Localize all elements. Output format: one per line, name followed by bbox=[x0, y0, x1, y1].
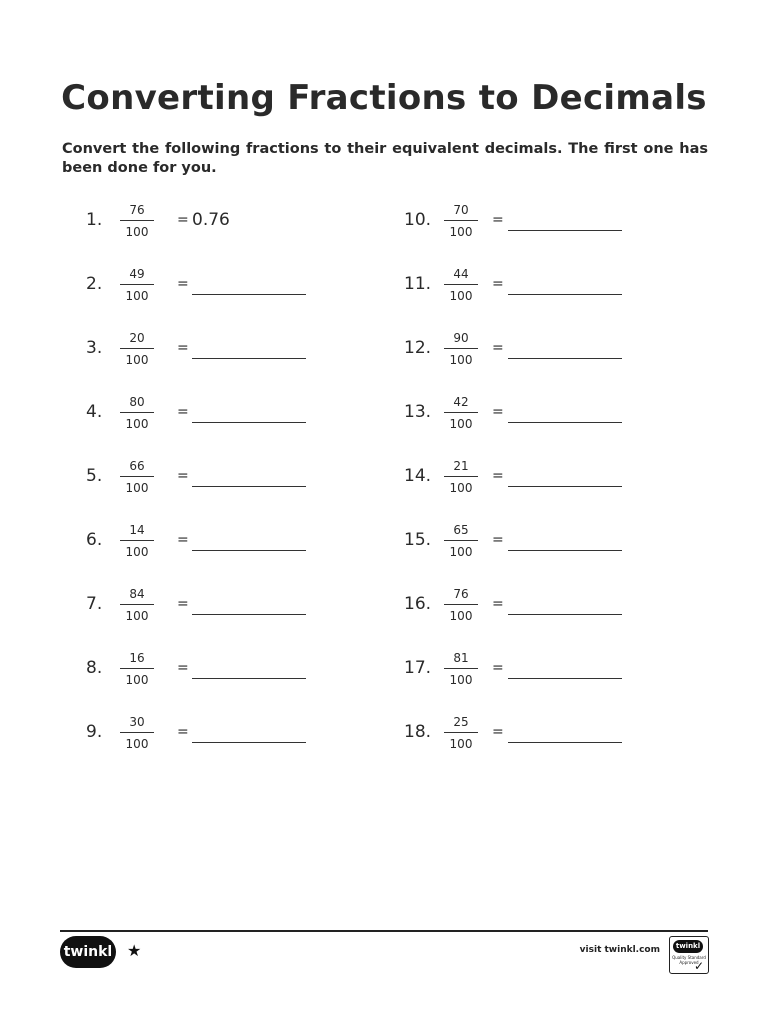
question-number: 18. bbox=[404, 722, 432, 742]
footer-divider bbox=[60, 930, 708, 932]
fraction-numerator: 80 bbox=[129, 395, 145, 409]
fraction-bar bbox=[444, 540, 478, 541]
fraction bbox=[122, 458, 152, 496]
equals-sign: = bbox=[177, 340, 189, 356]
twinkl-logo[interactable]: twinkl bbox=[60, 936, 116, 968]
question-number: 17. bbox=[404, 658, 432, 678]
question-number: 11. bbox=[404, 274, 432, 294]
equals-sign: = bbox=[492, 724, 504, 740]
fraction bbox=[446, 202, 476, 240]
question-row bbox=[404, 456, 704, 520]
fraction-numerator: 16 bbox=[129, 651, 145, 665]
fraction-bar bbox=[120, 348, 154, 349]
fraction-bar bbox=[444, 220, 478, 221]
fraction-bar bbox=[120, 540, 154, 541]
fraction-bar bbox=[444, 604, 478, 605]
fraction-numerator: 20 bbox=[129, 331, 145, 345]
question-row bbox=[404, 584, 704, 648]
equals-sign: = bbox=[177, 212, 189, 228]
fraction-denominator: 100 bbox=[125, 673, 149, 687]
fraction-bar bbox=[120, 220, 154, 221]
answer-blank[interactable] bbox=[192, 550, 306, 551]
fraction bbox=[446, 266, 476, 304]
equals-sign: = bbox=[177, 404, 189, 420]
fraction-bar bbox=[120, 604, 154, 605]
answer-blank[interactable] bbox=[508, 678, 622, 679]
fraction-bar bbox=[444, 348, 478, 349]
fraction-denominator: 100 bbox=[125, 417, 149, 431]
answer-blank[interactable] bbox=[192, 294, 306, 295]
equals-sign: = bbox=[492, 404, 504, 420]
fraction bbox=[446, 650, 476, 688]
fraction-denominator: 100 bbox=[125, 289, 149, 303]
equals-sign: = bbox=[177, 660, 189, 676]
equals-sign: = bbox=[177, 532, 189, 548]
fraction-denominator: 100 bbox=[125, 545, 149, 559]
question-row bbox=[86, 648, 386, 712]
question-row bbox=[86, 392, 386, 456]
question-row bbox=[86, 200, 386, 264]
fraction-denominator: 100 bbox=[449, 417, 473, 431]
equals-sign: = bbox=[177, 724, 189, 740]
fraction-denominator: 100 bbox=[449, 737, 473, 751]
question-number: 5. bbox=[86, 466, 103, 486]
fraction-bar bbox=[444, 476, 478, 477]
answer-blank[interactable] bbox=[508, 614, 622, 615]
fraction bbox=[122, 330, 152, 368]
visit-link[interactable]: visit twinkl.com bbox=[579, 945, 660, 955]
fraction-numerator: 21 bbox=[453, 459, 469, 473]
answer-blank[interactable] bbox=[508, 550, 622, 551]
equals-sign: = bbox=[492, 468, 504, 484]
fraction-numerator: 76 bbox=[453, 587, 469, 601]
question-row bbox=[404, 264, 704, 328]
answer-blank[interactable] bbox=[508, 294, 622, 295]
fraction-denominator: 100 bbox=[449, 225, 473, 239]
answer-blank[interactable] bbox=[192, 358, 306, 359]
fraction-denominator: 100 bbox=[449, 609, 473, 623]
question-number: 3. bbox=[86, 338, 103, 358]
fraction-numerator: 76 bbox=[129, 203, 145, 217]
fraction-numerator: 42 bbox=[453, 395, 469, 409]
equals-sign: = bbox=[177, 468, 189, 484]
fraction-numerator: 70 bbox=[453, 203, 469, 217]
fraction-denominator: 100 bbox=[449, 289, 473, 303]
question-row bbox=[86, 456, 386, 520]
question-row bbox=[86, 712, 386, 776]
questions-right-column bbox=[404, 200, 704, 776]
question-number: 9. bbox=[86, 722, 103, 742]
star-icon: ★ bbox=[127, 941, 142, 960]
fraction bbox=[446, 714, 476, 752]
question-number: 10. bbox=[404, 210, 432, 230]
fraction bbox=[122, 202, 152, 240]
answer-text: 0.76 bbox=[192, 210, 230, 230]
question-row bbox=[86, 520, 386, 584]
equals-sign: = bbox=[492, 340, 504, 356]
fraction-numerator: 30 bbox=[129, 715, 145, 729]
fraction-numerator: 65 bbox=[453, 523, 469, 537]
quality-badge bbox=[669, 936, 709, 974]
answer-blank[interactable] bbox=[192, 614, 306, 615]
question-row bbox=[404, 712, 704, 776]
fraction bbox=[122, 394, 152, 432]
fraction-bar bbox=[120, 668, 154, 669]
question-number: 16. bbox=[404, 594, 432, 614]
answer-blank[interactable] bbox=[192, 422, 306, 423]
fraction-numerator: 44 bbox=[453, 267, 469, 281]
question-number: 4. bbox=[86, 402, 103, 422]
fraction bbox=[122, 714, 152, 752]
fraction-numerator: 14 bbox=[129, 523, 145, 537]
fraction-bar bbox=[120, 732, 154, 733]
fraction-numerator: 90 bbox=[453, 331, 469, 345]
fraction-bar bbox=[444, 412, 478, 413]
question-row bbox=[404, 328, 704, 392]
question-number: 2. bbox=[86, 274, 103, 294]
fraction-numerator: 25 bbox=[453, 715, 469, 729]
question-number: 7. bbox=[86, 594, 103, 614]
question-row bbox=[404, 648, 704, 712]
page-title: Converting Fractions to Decimals bbox=[61, 78, 707, 118]
fraction-denominator: 100 bbox=[125, 225, 149, 239]
question-number: 15. bbox=[404, 530, 432, 550]
badge-logo: twinkl bbox=[673, 940, 703, 953]
question-row bbox=[404, 200, 704, 264]
fraction-bar bbox=[444, 668, 478, 669]
fraction bbox=[446, 330, 476, 368]
fraction-denominator: 100 bbox=[125, 609, 149, 623]
fraction-denominator: 100 bbox=[125, 737, 149, 751]
fraction bbox=[446, 394, 476, 432]
question-number: 14. bbox=[404, 466, 432, 486]
fraction-denominator: 100 bbox=[449, 545, 473, 559]
answer-blank[interactable] bbox=[192, 742, 306, 743]
fraction bbox=[446, 586, 476, 624]
equals-sign: = bbox=[492, 276, 504, 292]
fraction-denominator: 100 bbox=[125, 481, 149, 495]
check-icon: ✓ bbox=[694, 959, 705, 973]
questions-left-column bbox=[86, 200, 386, 776]
equals-sign: = bbox=[492, 532, 504, 548]
answer-blank[interactable] bbox=[192, 678, 306, 679]
answer-blank[interactable] bbox=[508, 486, 622, 487]
equals-sign: = bbox=[177, 596, 189, 612]
equals-sign: = bbox=[177, 276, 189, 292]
fraction bbox=[446, 458, 476, 496]
fraction-denominator: 100 bbox=[449, 481, 473, 495]
fraction-bar bbox=[444, 732, 478, 733]
answer-blank[interactable] bbox=[192, 486, 306, 487]
fraction-numerator: 49 bbox=[129, 267, 145, 281]
fraction-numerator: 81 bbox=[453, 651, 469, 665]
question-row bbox=[86, 328, 386, 392]
question-number: 12. bbox=[404, 338, 432, 358]
equals-sign: = bbox=[492, 212, 504, 228]
fraction-denominator: 100 bbox=[449, 353, 473, 367]
fraction-bar bbox=[120, 476, 154, 477]
question-number: 6. bbox=[86, 530, 103, 550]
question-number: 8. bbox=[86, 658, 103, 678]
equals-sign: = bbox=[492, 660, 504, 676]
fraction-numerator: 66 bbox=[129, 459, 145, 473]
fraction-bar bbox=[120, 284, 154, 285]
answer-blank[interactable] bbox=[508, 358, 622, 359]
fraction-bar bbox=[444, 284, 478, 285]
question-number: 1. bbox=[86, 210, 103, 230]
question-row bbox=[404, 392, 704, 456]
fraction-denominator: 100 bbox=[125, 353, 149, 367]
fraction bbox=[122, 650, 152, 688]
instructions: Convert the following fractions to their equivalent decimals. The first one has been done for you. bbox=[62, 141, 708, 176]
question-row bbox=[86, 584, 386, 648]
fraction bbox=[446, 522, 476, 560]
fraction-bar bbox=[120, 412, 154, 413]
answer-blank[interactable] bbox=[508, 230, 622, 231]
question-row bbox=[86, 264, 386, 328]
question-number: 13. bbox=[404, 402, 432, 422]
answer-blank[interactable] bbox=[508, 422, 622, 423]
fraction bbox=[122, 522, 152, 560]
question-row bbox=[404, 520, 704, 584]
badge-text: Quality Standard Approved bbox=[672, 955, 706, 965]
equals-sign: = bbox=[492, 596, 504, 612]
fraction bbox=[122, 266, 152, 304]
fraction bbox=[122, 586, 152, 624]
fraction-numerator: 84 bbox=[129, 587, 145, 601]
fraction-denominator: 100 bbox=[449, 673, 473, 687]
answer-blank[interactable] bbox=[508, 742, 622, 743]
